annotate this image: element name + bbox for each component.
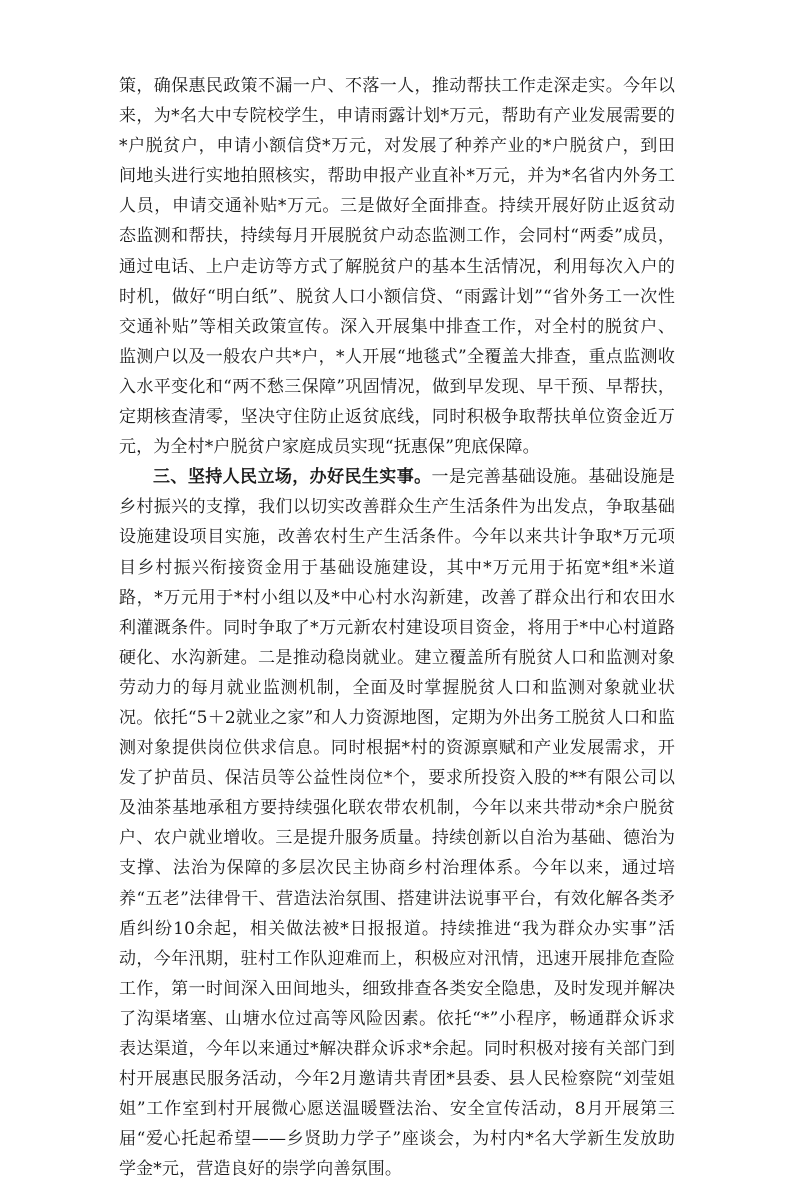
- section-heading: 三、坚持人民立场，办好民生实事。: [153, 467, 432, 488]
- paragraph-continued: 策，确保惠民政策不漏一户、不落一人，推动帮扶工作走深走实。今年以来，为*名大中专院校学生，申请雨露计划*万元，帮助有产业发展需要的*户脱贫户，申请小额信贷*万元，对发展了种养产业的*户脱贫户，到田间地头进行实地拍照核实，帮助申报产业直补*万元，并为*名省内外务工人员，申请交通补贴*万元。三是做好全面排查。持续开展好防止返贫动态监测和帮扶，持续每月开展脱贫户动态监测工作，会同村“两委”成员，通过电话、上户走访等方式了解脱贫户的基本生活情况，利用每次入户的时机，做好“明白纸”、脱贫人口小额信贷、“雨露计划”“省外务工一次性交通补贴”等相关政策宣传。深入开展集中排查工作，对全村的脱贫户、监测户以及一般农户共*户，*人开展“地毯式”全覆盖大排查，重点监测收入水平变化和“两不愁三保障”巩固情况，做到早发现、早干预、早帮扶，定期核查清零，坚决守住防止返贫底线，同时积极争取帮扶单位资金近万元，为全村*户脱贫户家庭成员实现“抚惠保”兜底保障。: [119, 76, 675, 458]
- section-body-text: 一是完善基础设施。基础设施是乡村振兴的支撑，我们以切实改善群众生产生活条件为出发点，争取基础设施建设项目实施，改善农村生产生活条件。今年以来共计争取*万元项目乡村振兴衔接资金用于基础设施建设，其中*万元用于拓宽*组*米道路，*万元用于*村小组以及*中心村水沟新建，改善了群众出行和农田水利灌溉条件。同时争取了*万元新农村建设项目资金，将用于*中心村道路硬化、水沟新建。二是推动稳岗就业。建立覆盖所有脱贫人口和监测对象劳动力的每月就业监测机制，全面及时掌握脱贫人口和监测对象就业状况。依托“5＋2就业之家”和人力资源地图，定期为外出务工脱贫人口和监测对象提供岗位供求信息。同时根据*村的资源禀赋和产业发展需求，开发了护苗员、保洁员等公益性岗位*个，要求所投资入股的**有限公司以及油茶基地承租方要持续强化联农带农机制，今年以来共带动*余户脱贫户、农户就业增收。三是提升服务质量。持续创新以自治为基础、德治为支撑、法治为保障的多层次民主协商乡村治理体系。今年以来，通过培养“五老”法律骨干、营造法治氛围、搭建讲法说事平台，有效化解各类矛盾纠纷10余起，相关做法被*日报报道。持续推进“我为群众办实事”活动，今年汛期，驻村工作队迎难而上，积极应对汛情，迅速开展排危查险工作，第一时间深入田间地头，细致排查各类安全隐患，及时发现并解决了沟渠堵塞、山塘水位过高等风险因素。依托“*”小程序，畅通群众诉求表达渠道，今年以来通过*解决群众诉求*余起。同时积极对接有关部门到村开展惠民服务活动，今年2月邀请共青团*县委、县人民检察院“刘莹姐姐”工作室到村开展微心愿送温暖暨法治、安全宣传活动，8月开展第三届“爱心托起希望——乡贤助力学子”座谈会，为村内*名大学新生发放助学金*元，营造良好的崇学向善氛围。: [119, 467, 675, 1180]
- paragraph-section-three: [119, 462, 675, 1184]
- document-body: [119, 71, 675, 1184]
